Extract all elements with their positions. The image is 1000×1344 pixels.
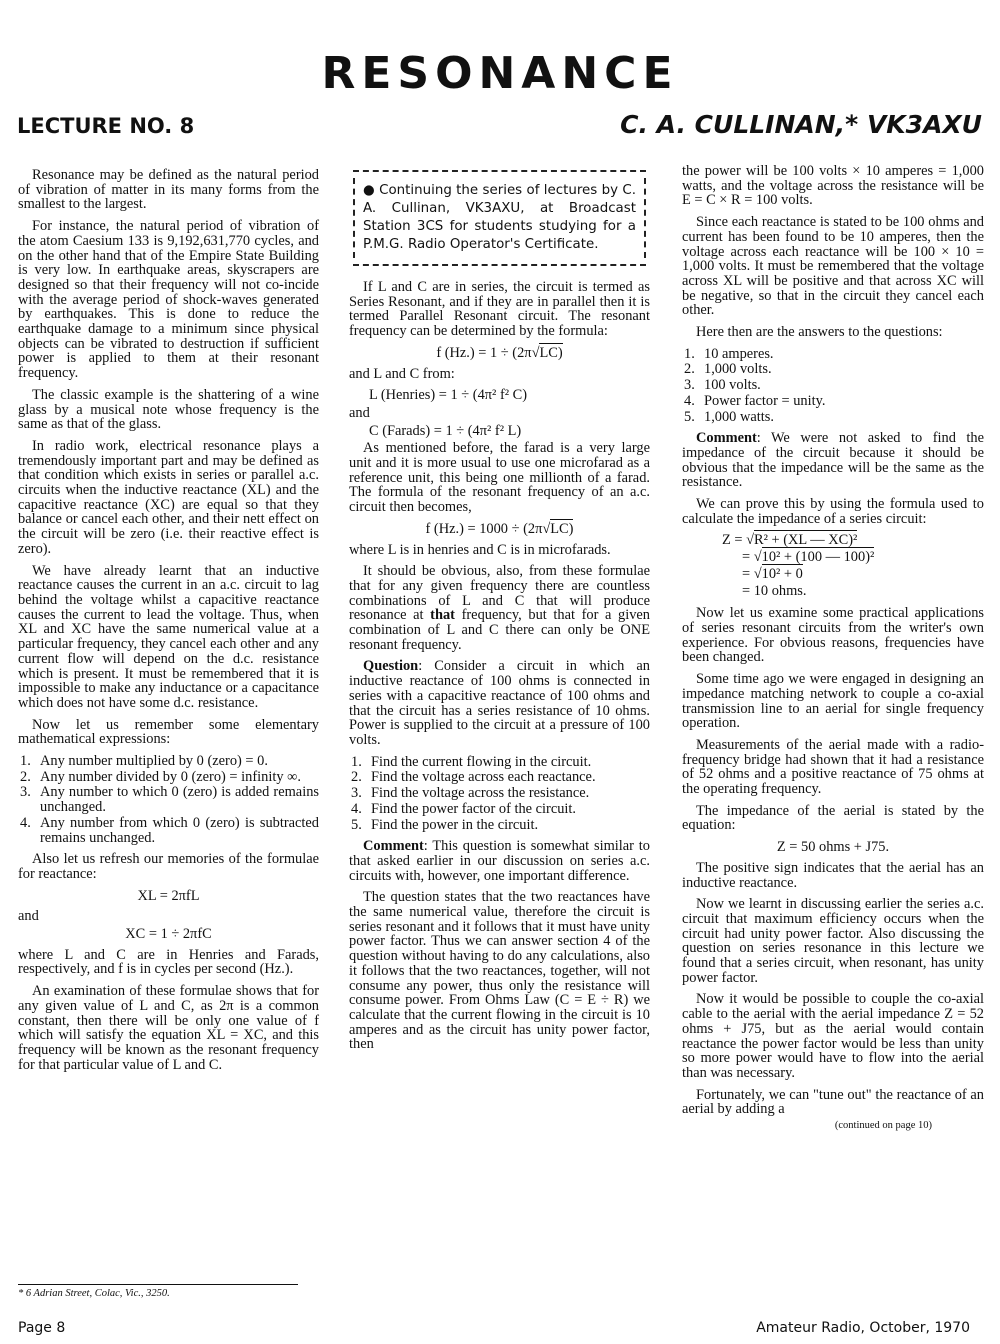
comment-paragraph: Comment: This question is somewhat similar to that asked earlier in our discussion on series a.c. circuits with, however, one important difference.: [349, 838, 650, 884]
article-title: RESONANCE: [321, 48, 679, 99]
list-item: 4. Power factor = unity.: [684, 392, 826, 409]
connector-text: and: [349, 404, 370, 421]
column-2: [349, 166, 650, 1059]
paragraph: The question states that the two reactances have the same numerical value, therefore the circuit is series resonant and it follows that it must have unity power factor. Thus we can answer section 4 of the question without having to do any calculations, also it follows that the two reactances, together, will not consume any power, thus only the resistance will consume power. From Ohms Law (C = E ÷ R) we calculate that the current flowing in the circuit is 10 amperes and as the circuit has unity power factor, then: [349, 889, 650, 1053]
continued-note: (continued on page 10): [834, 1120, 932, 1132]
paragraph: Resonance may be defined as the natural period of vibration of matter in its many forms from the smallest to the largest.: [18, 167, 319, 213]
list-item: 1. 10 amperes.: [684, 345, 774, 362]
root-sign-icon: √: [753, 549, 762, 566]
paragraph: It should be obvious, also, from these formulae that for any given frequency there are countless combinations of L and C that will produce resonance at that frequency, but that for a given combination of L and C there can only be ONE resonant frequency.: [349, 563, 651, 653]
equation-impedance-4: = 10 ohms.: [742, 582, 807, 599]
paragraph: The impedance of the aerial is stated by the equation:: [682, 802, 984, 834]
magazine-footer: Amateur Radio, October, 1970: [756, 1320, 970, 1336]
list-item: 3. 100 volts.: [684, 377, 761, 394]
paragraph: The positive sign indicates that the aerial has an inductive reactance.: [682, 859, 984, 891]
list-item: 4. Find the power factor of the circuit.: [351, 800, 576, 817]
list-item: 2. 1,000 volts.: [684, 361, 772, 378]
paragraph: An examination of these formulae shows that for any given value of L and C, as 2π is a common constant, then there will be only one value of f which will satisfy the equation XL = XC, and this frequency will be known as the resonant frequency for that particular value of L and C.: [18, 983, 319, 1073]
author-address-footnote: * 6 Adrian Street, Colac, Vic., 3250.: [18, 1284, 298, 1299]
equation-impedance-3: = √10² + 0: [742, 565, 803, 582]
column-3: [682, 164, 984, 1134]
math-rules-list: [18, 754, 319, 845]
paragraph: Now let us remember some elementary mathematical expressions:: [18, 716, 319, 748]
equation-xl: XL = 2πfL: [137, 887, 200, 904]
paragraph: Fortunately, we can "tune out" the reactance of an aerial by adding a: [682, 1086, 984, 1118]
answers-list: [682, 347, 984, 425]
paragraph: Also let us refresh our memories of the formulae for reactance:: [18, 851, 319, 882]
list-item: 2. Find the voltage across each reactance.: [351, 769, 596, 786]
list-item: 4. Any number from which 0 (zero) is subtracted remains unchanged.: [20, 814, 319, 846]
root-sign-icon: √: [531, 344, 540, 361]
equation-resonant-frequency-micro: f (Hz.) = 1000 ÷ (2π√LC): [425, 520, 574, 537]
paragraph: If L and C are in series, the circuit is termed as Series Resonant, and if they are in parallel then it is termed Parallel Resonant circuit. The resonant frequency can be determined by the formula:: [349, 279, 650, 340]
list-item: 1. Any number multiplied by 0 (zero) = 0.: [20, 753, 268, 770]
column-1: [18, 168, 319, 1079]
lecture-number: LECTURE NO. 8: [17, 114, 195, 138]
paragraph: We have already learnt that an inductive reactance causes the current in an a.c. circuit to lag behind the voltage whilst a capacitive reactance causes the current to lead the voltage. Thus, when XL and XC have the same numerical value at a particular frequency, they cancel each other and any current flow will depend on the d.c. resistance which is present. It must be remembered that it is impossible to make any inductance or a capacitance which does not have some d.c. resistance.: [18, 562, 319, 711]
paragraph: and L and C from:: [349, 365, 455, 382]
equation-aerial-impedance: Z = 50 ohms + J75.: [776, 839, 890, 856]
root-sign-icon: √: [746, 532, 755, 549]
paragraph: As mentioned before, the farad is a very large unit and it is more usual to use one microfarad as a reference unit, this being one millionth of a farad. The formula of the resonant frequency of an a.c. circuit then becomes,: [349, 440, 650, 516]
paragraph: We can prove this by using the formula used to calculate the impedance of a series circuit:: [682, 496, 984, 527]
paragraph: where L and C are in Henries and Farads, respectively, and f is in cycles per second (Hz.).: [18, 946, 319, 978]
series-note-box: ● Continuing the series of lectures by C. A. Cullinan, VK3AXU, at Broadcast Station 3CS for students studying for a P.M.G. Radio Operator's Certificate.: [353, 170, 646, 266]
list-item: 3. Find the voltage across the resistance.: [351, 785, 590, 802]
paragraph: where L is in henries and C is in microfarads.: [349, 541, 611, 558]
paragraph: Now let us examine some practical applications of series resonant circuits from the writer's own experience. For obvious reasons, frequencies have been changed.: [682, 605, 984, 666]
equation-impedance-2: = √10² + (100 — 100)²: [742, 549, 875, 566]
equation-resonant-frequency: f (Hz.) = 1 ÷ (2π√LC): [436, 344, 563, 361]
paragraph: the power will be 100 volts × 10 amperes = 1,000 watts, and the voltage across the resistance will be E = C × R = 100 volts.: [682, 163, 984, 209]
list-item: 1. Find the current flowing in the circuit.: [351, 753, 592, 770]
root-sign-icon: √: [542, 520, 551, 537]
list-item: 2. Any number divided by 0 (zero) = infinity ∞.: [20, 768, 301, 785]
equation-inductance: L (Henries) = 1 ÷ (4π² f² C): [369, 387, 528, 404]
paragraph: Since each reactance is stated to be 100 ohms and current has been found to be 10 amperes, then the voltage across each reactance will be 100 × 10 = 1,000 volts. It must be remembered that the voltage across XL will be positive and that across XC will be negative, so that in the circuit they cancel each other.: [682, 214, 984, 319]
paragraph: Measurements of the aerial made with a radio-frequency bridge had shown that it had a resistance of 52 ohms and a positive reactance of 75 ohms at the operating frequency.: [682, 736, 984, 798]
question-list: [349, 755, 650, 833]
equation-capacitance: C (Farads) = 1 ÷ (4π² f² L): [369, 422, 522, 439]
paragraph: Now it would be possible to couple the co-axial cable to the aerial with the aerial impedance Z = 52 ohms + J75, but as the aerial would contain reactance the power factor would be less than unity so more power would have to flow into the aerial than was necessary.: [682, 991, 984, 1081]
connector-text: and: [18, 908, 39, 925]
equation-impedance-1: Z = √R² + (XL — XC)²: [722, 532, 858, 549]
paragraph: Some time ago we were engaged in designing an impedance matching network to couple a co-axial transmission line to an aerial for single frequency operation.: [682, 671, 984, 732]
page-number: Page 8: [18, 1320, 66, 1336]
question-paragraph: Question: Consider a circuit in which an inductive reactance of 100 ohms is connected in series with a capacitive reactance of 100 ohms and that the circuit has a series resistance of 10 ohms. Power is supplied to the circuit at a pressure of 100 volts.: [349, 658, 650, 748]
equation-xc: XC = 1 ÷ 2πfC: [125, 926, 212, 943]
author-byline: C. A. CULLINAN,* VK3AXU: [620, 110, 982, 139]
paragraph: In radio work, electrical resonance plays a tremendously important part and may be defined as that condition which exists in series or parallel a.c. circuits when the inductive reactance (XL) and the capacitive reactance (XC) are equal so that they balance or cancel each other, and their nett effect on the circuit will be zero (i.e. their reactive effect is zero).: [18, 437, 319, 557]
list-item: 3. Any number to which 0 (zero) is added remains unchanged.: [20, 784, 319, 816]
comment-paragraph: Comment: We were not asked to find the impedance of the circuit because it should be obvious that the impedance will be the same as the resistance.: [682, 430, 984, 491]
paragraph: The classic example is the shattering of a wine glass by a musical note whose frequency is the same as that of the glass.: [18, 386, 319, 433]
list-item: 5. 1,000 watts.: [684, 408, 774, 425]
paragraph: Now we learnt in discussing earlier the series a.c. circuit that maximum efficiency occurs when the circuit had unity power factor. Also discussing the question on series resonance in this lecture we found that a series circuit, when resonant, has unity power factor.: [682, 896, 984, 986]
paragraph: For instance, the natural period of vibration of the atom Caesium 133 is 9,192,631,770 cycles, and on the other hand that of the Empire State Building is very low. In earthquake areas, skyscrapers are designed so that their frequency will not co-incide with the average period of shock-waves generated by earthquakes. This is done to reduce the earthquake damage to a minimum since physical objects can be vibrated to destruction if sufficient power is applied to them at their resonant frequency.: [18, 218, 319, 382]
root-sign-icon: √: [753, 565, 762, 582]
list-item: 5. Find the power in the circuit.: [351, 816, 539, 833]
paragraph: Here then are the answers to the questions:: [696, 324, 943, 341]
